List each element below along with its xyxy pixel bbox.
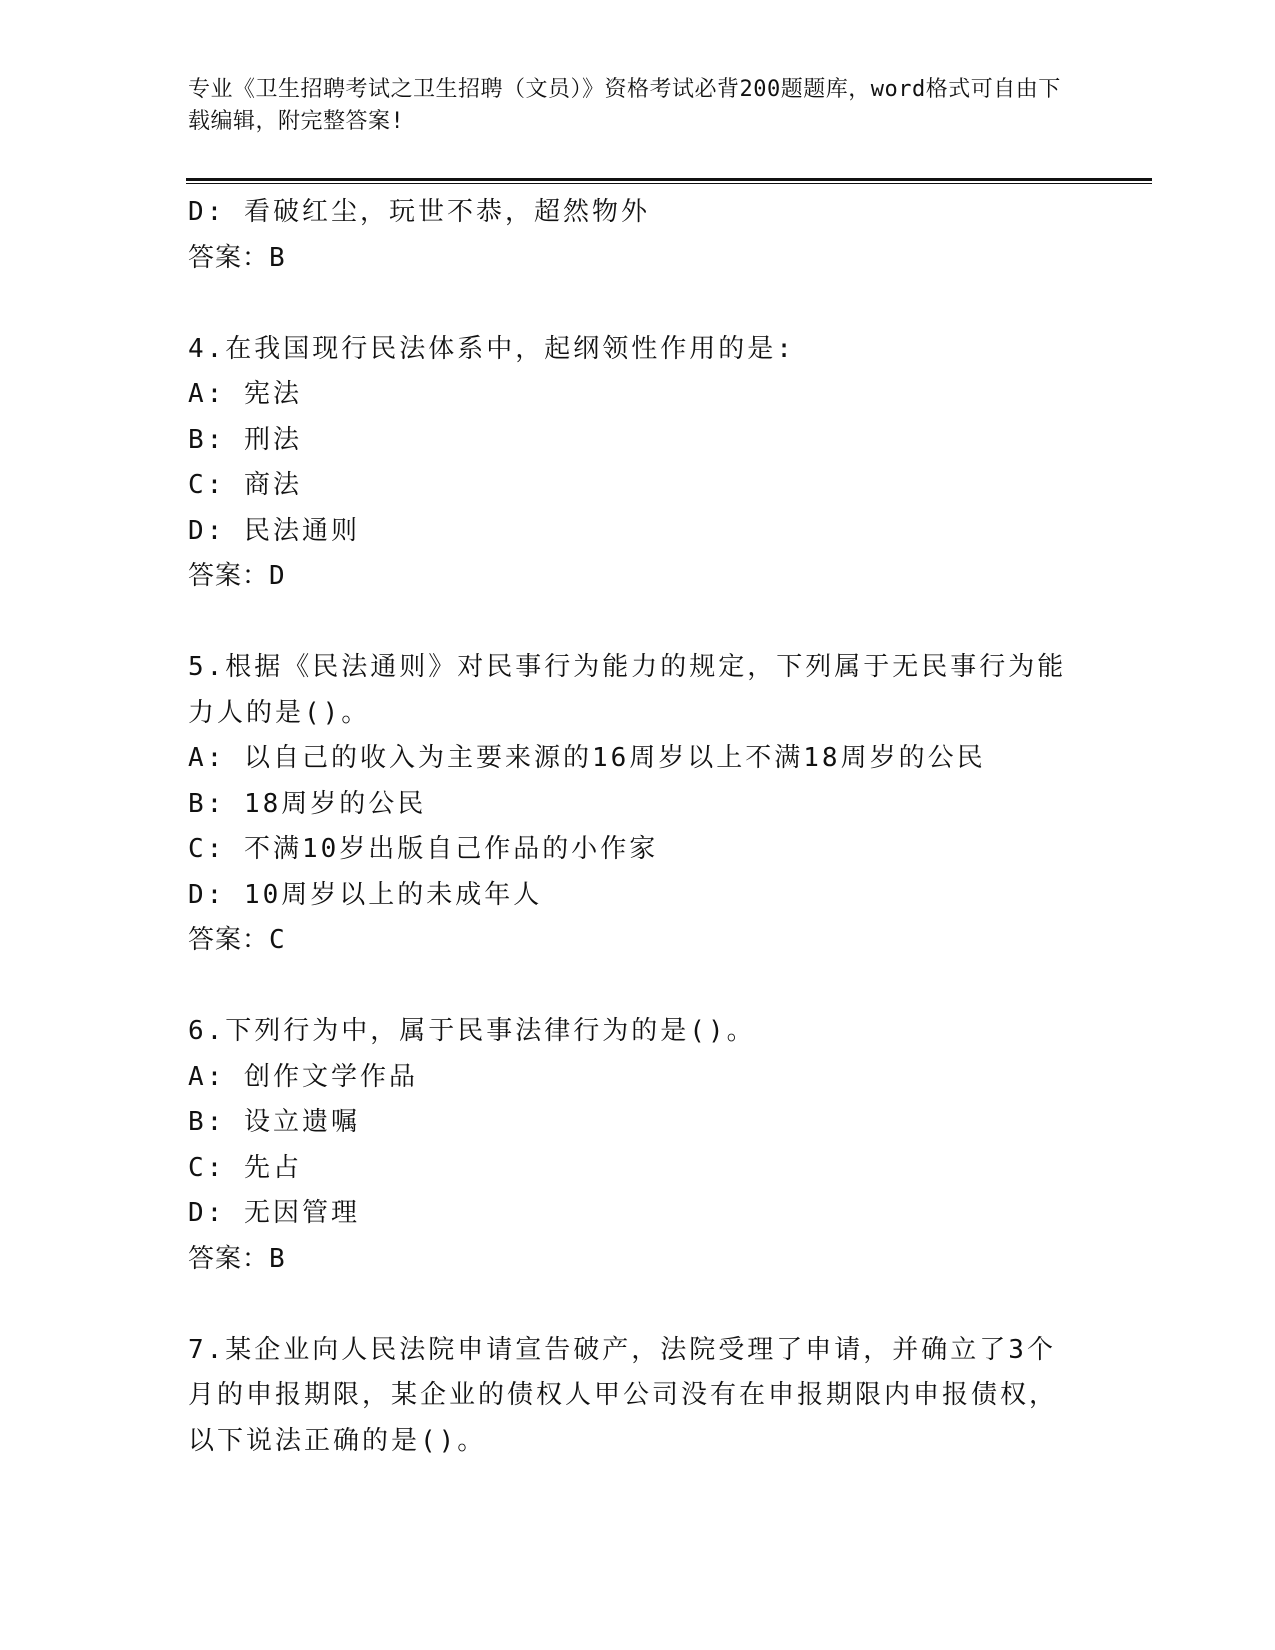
option-a: A: 宪法 <box>188 379 302 409</box>
header-divider-thin <box>186 183 1152 184</box>
option-b: B: 刑法 <box>188 424 302 455</box>
option-a: A: 以自己的收入为主要来源的16周岁以上不满18周岁的公民 <box>188 743 986 773</box>
answer: 答案：B <box>188 1243 286 1274</box>
question-stem: 4.在我国现行民法体系中，起纲领性作用的是: <box>188 333 795 364</box>
document-body <box>188 190 1068 1464</box>
question-6 <box>188 1009 1068 1282</box>
document-header: 专业《卫生招聘考试之卫生招聘（文员）》资格考试必背200题题库，word格式可自由下载编辑，附完整答案! <box>188 77 1061 134</box>
option-d: D: 民法通则 <box>188 515 360 546</box>
answer: 答案：B <box>188 242 286 273</box>
option-c: C: 商法 <box>188 470 302 500</box>
answer: 答案：C <box>188 925 286 955</box>
option-a: A: 创作文学作品 <box>188 1061 418 1092</box>
question-stem: 6.下列行为中，属于民事法律行为的是()。 <box>188 1016 756 1046</box>
option-d: D: 看破红尘，玩世不恭，超然物外 <box>188 197 650 227</box>
question-stem: 7.某企业向人民法院申请宣告破产，法院受理了申请，并确立了3个月的申报期限，某企业的债权人甲公司没有在申报期限内申报债权，以下说法正确的是()。 <box>188 1334 1059 1456</box>
option-c: C: 先占 <box>188 1152 302 1183</box>
option-b: B: 设立遗嘱 <box>188 1107 360 1137</box>
question-7 <box>188 1328 1068 1465</box>
option-d: D: 10周岁以上的未成年人 <box>188 879 543 910</box>
header-divider-thick <box>186 178 1152 181</box>
option-c: C: 不满10岁出版自己作品的小作家 <box>188 834 659 864</box>
option-d: D: 无因管理 <box>188 1198 360 1228</box>
question-5 <box>188 645 1068 964</box>
answer: 答案：D <box>188 561 286 591</box>
question-4 <box>188 327 1068 600</box>
option-b: B: 18周岁的公民 <box>188 788 427 819</box>
question-stem: 5.根据《民法通则》对民事行为能力的规定，下列属于无民事行为能力人的是()。 <box>188 652 1067 728</box>
